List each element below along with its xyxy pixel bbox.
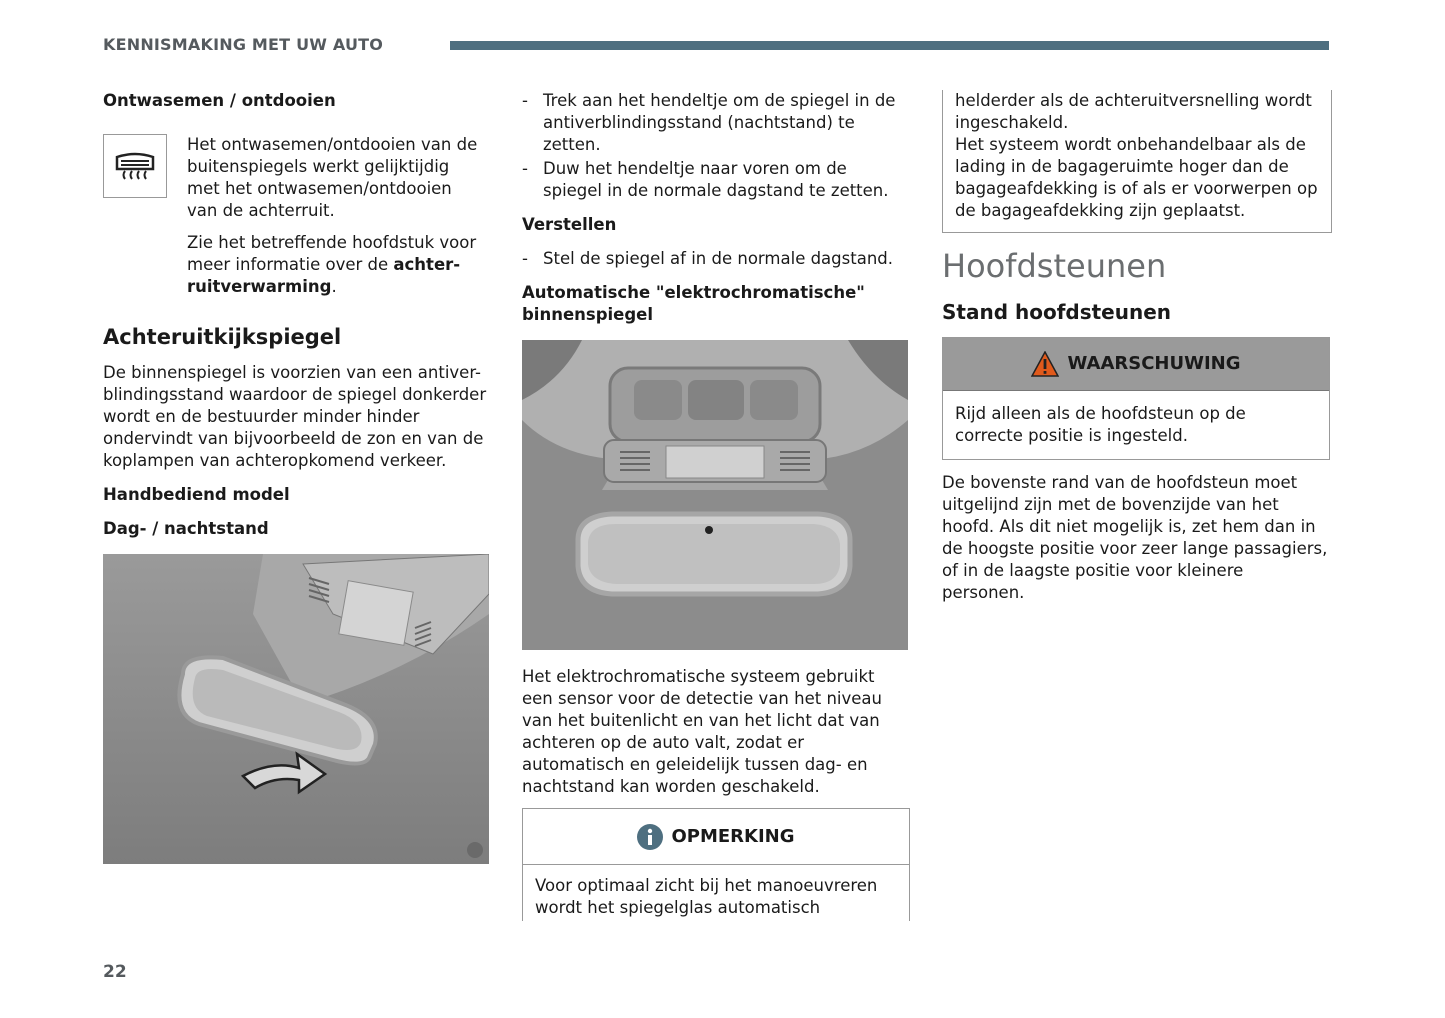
headrest-text: De bovenste rand van de hoofdsteun moet uitgelijnd zijn met de bovenzijde van het hoofd. Als dit niet mogelijk is, zet hem dan in de hoogste positie voor zeer lange passagiers, of in de laagste positie voor kleinere personen. (942, 473, 1328, 602)
header-title: KENNISMAKING MET UW AUTO (103, 35, 384, 54)
continued-text-2: Het systeem wordt onbehandelbaar als de lading in de bagageruimte hoger dan de bagageafdekking is of als er voorwerpen op de bagageafdekking zijn geplaatst. (955, 135, 1318, 220)
note-header (523, 809, 909, 865)
auto-heading: Automatische "elektrochromatische" binnenspiegel (522, 283, 865, 324)
note-body: Voor optimaal zicht bij het manoeuvreren wordt het spiegelglas automatisch (535, 876, 878, 917)
daynight-heading: Dag- / nachtstand (103, 519, 269, 538)
mirror-text: De binnenspiegel is voorzien van een antiver-blindingsstand waardoor de spiegel donkerder wordt en de bestuurder minder hinder ondervindt van bijvoorbeeld de zon en van de koplampen van achteropkomend verkeer. (103, 363, 487, 470)
rear-defrost-icon (113, 149, 157, 183)
list-item (522, 248, 910, 270)
defrost-text: Het ontwasemen/ontdooien van de buitenspiegels werkt gelijktijdig met het ontwasemen/ontdooien van de achterruit. (187, 135, 478, 220)
list-item (522, 90, 910, 156)
list-item-text: Stel de spiegel af in de normale dagstand. (543, 249, 893, 268)
note-box (522, 808, 910, 921)
warning-title: WAARSCHUWING (1067, 353, 1241, 374)
list-item-text: Trek aan het hendeltje om de spiegel in de antiverblindingsstand (nachtstand) te zetten. (543, 91, 896, 154)
defrost-ref-prefix: Zie het betreffende hoofdstuk voor meer informatie over de (187, 233, 477, 274)
manual-mirror-illustration (103, 554, 489, 864)
auto-text: Het elektrochromatische systeem gebruikt een sensor voor de detectie van het niveau van het buitenlicht en van het licht dat van achteren op de auto valt, zodat er automatisch en geleidelijk tussen dag- en nachtstand kan worden geschakeld. (522, 667, 882, 796)
list-dash: - (522, 91, 528, 110)
header-bar (450, 41, 1329, 50)
continued-note-box (942, 90, 1332, 233)
warning-triangle-icon (1031, 351, 1059, 377)
list-item (522, 158, 910, 202)
stand-heading: Stand hoofdsteunen (942, 300, 1172, 324)
warning-header (943, 338, 1329, 391)
headrest-title: Hoofdsteunen (942, 247, 1167, 285)
info-icon (637, 824, 663, 850)
defrost-icon-box (103, 134, 167, 198)
warning-box (942, 337, 1330, 460)
warning-body: Rijd alleen als de hoofdsteun op de correcte positie is ingesteld. (955, 404, 1246, 445)
column-2 (522, 90, 910, 921)
adjust-heading: Verstellen (522, 215, 617, 234)
defrost-ref-link: achter-ruitverwarming (187, 255, 461, 296)
page-number: 22 (103, 962, 127, 982)
defrost-heading: Ontwasemen / ontdooien (103, 91, 336, 110)
manual-heading: Handbediend model (103, 485, 290, 504)
auto-mirror-illustration (522, 340, 908, 650)
continued-text-1: helderder als de achteruitversnelling wordt ingeschakeld. (955, 91, 1312, 132)
list-dash: - (522, 159, 528, 178)
list-dash: - (522, 249, 528, 268)
note-title: OPMERKING (671, 825, 795, 847)
mirror-heading: Achteruitkijkspiegel (103, 325, 342, 349)
defrost-ref-suffix: . (331, 277, 337, 296)
column-3 (942, 90, 1330, 604)
defrost-reference (187, 232, 487, 298)
list-item-text: Duw het hendeltje naar voren om de spiegel in de normale dagstand te zetten. (543, 159, 889, 200)
